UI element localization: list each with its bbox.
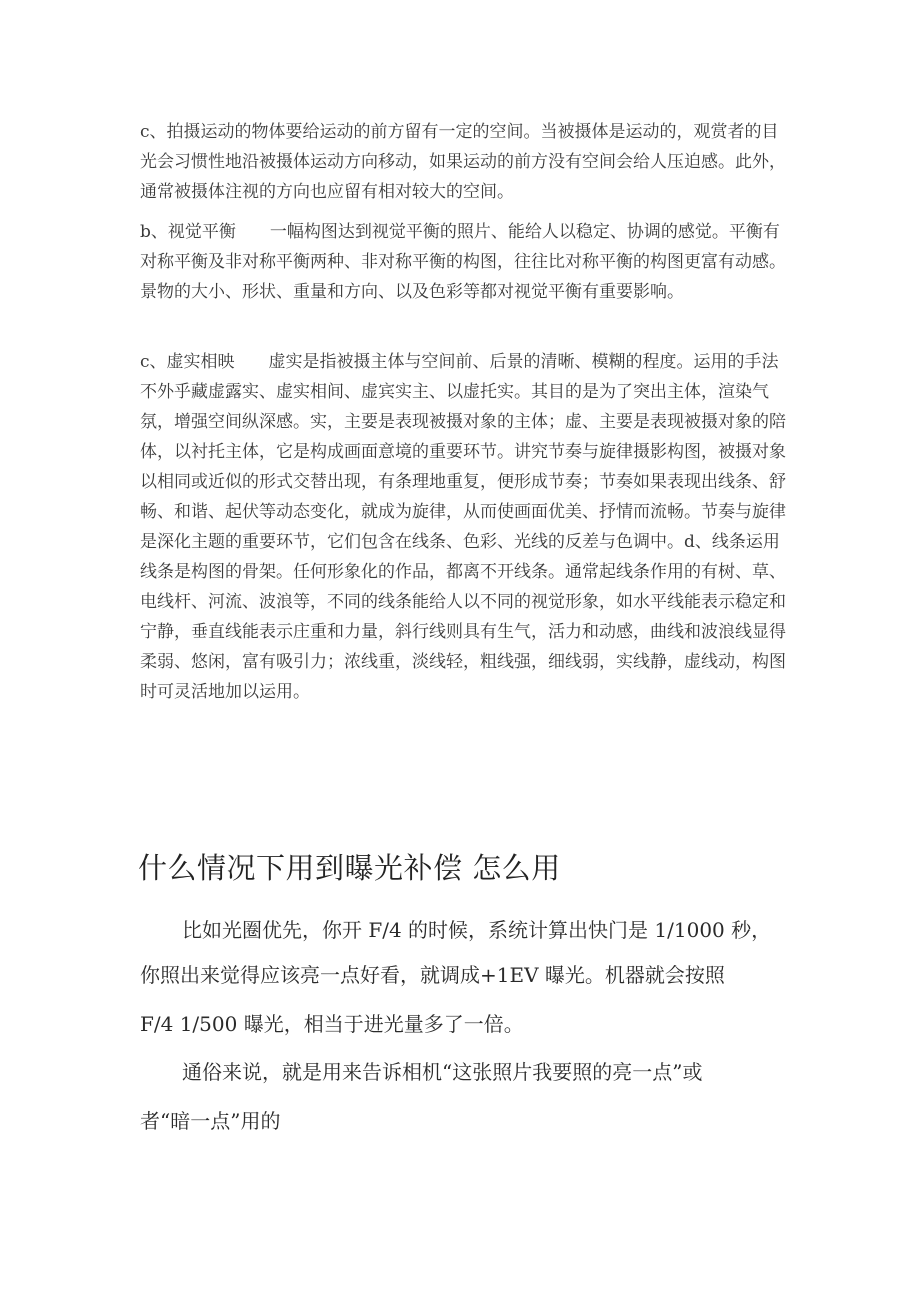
paragraph-visual-balance: b、视觉平衡 一幅构图达到视觉平衡的照片、能给人以稳定、协调的感觉。平衡有对称平衡及非对称平衡两种、非对称平衡的构图，往往比对称平衡的构图更富有动感。景物的大小、形状、重量和方向、以及色彩等都对视觉平衡有重要影响。 [140, 222, 786, 302]
section-line: 者“暗一点”用的 [140, 1109, 281, 1133]
section-line: F/4 1/500 曝光，相当于进光量多了一倍。 [140, 1012, 524, 1036]
section-line: 比如光圈优先，你开 F/4 的时候，系统计算出快门是 1/1000 秒， [182, 918, 772, 942]
section-line: 你照出来觉得应该亮一点好看，就调成+1EV 曝光。机器就会按照 [140, 963, 725, 987]
section-line: 通俗来说，就是用来告诉相机“这张照片我要照的亮一点”或 [182, 1060, 703, 1084]
section-heading: 什么情况下用到曝光补偿 怎么用 [138, 851, 561, 885]
paragraph-moving-subject-space: c、拍摄运动的物体要给运动的前方留有一定的空间。当被摄体是运动的，观赏者的目光会习惯性地沿被摄体运动方向移动，如果运动的前方没有空间会给人压迫感。此外，通常被摄体注视的方向也应留有相对较大的空间。 [140, 122, 786, 202]
paragraph-virtual-real-rhythm-lines: c、虚实相映 虚实是指被摄主体与空间前、后景的清晰、模糊的程度。运用的手法不外乎藏虚露实、虚实相间、虚宾实主、以虚托实。其目的是为了突出主体，渲染气氛，增强空间纵深感。实，主要是表现被摄对象的主体；虚、主要是表现被摄对象的陪体，以衬托主体，它是构成画面意境的重要环节。讲究节奏与旋律摄影构图，被摄对象以相同或近似的形式交替出现，有条理地重复，便形成节奏；节奏如果表现出线条、舒畅、和谐、起伏等动态变化，就成为旋律，从而使画面优美、抒情而流畅。节奏与旋律是深化主题的重要环节，它们包含在线条、色彩、光线的反差与色调中。d、线条运用 线条是构图的骨架。任何形象化的作品，都离不开线条。通常起线条作用的有树、草、电线杆、河流、波浪等，不同的线条能给人以不同的视觉形象，如水平线能表示稳定和宁静，垂直线能表示庄重和力量，斜行线则具有生气，活力和动感，曲线和波浪线显得柔弱、悠闲，富有吸引力；浓线重，淡线轻，粗线强，细线弱，实线静，虚线动，构图时可灵活地加以运用。 [140, 352, 814, 702]
